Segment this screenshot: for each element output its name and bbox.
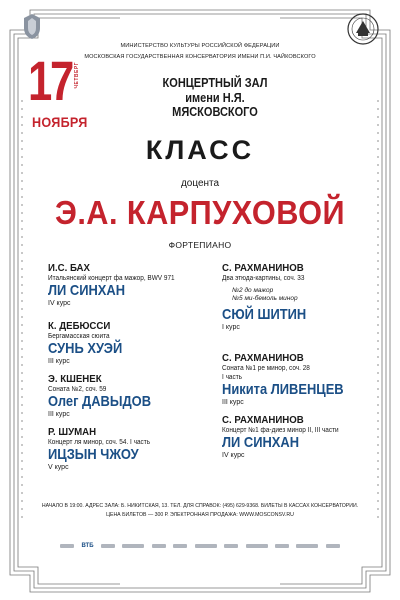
sponsor-logo <box>224 544 238 548</box>
date-weekday: ЧЕТВЕРГ <box>74 62 80 89</box>
conservatory-emblem-icon <box>346 12 380 46</box>
work: Два этюда-картины, соч. 33 <box>222 275 305 282</box>
title-docent: доцента <box>180 178 220 189</box>
work: Бергамасская сюита <box>48 333 110 340</box>
sponsor-logo <box>275 544 289 548</box>
work: Соната №2, соч. 59 <box>48 386 107 393</box>
composer: С. РАХМАНИНОВ <box>222 352 304 364</box>
composer: Э. КШЕНЕК <box>48 373 102 385</box>
sponsor-logo <box>296 544 318 548</box>
footer-info-line: НАЧАЛО В 19:00. АДРЕС ЗАЛА: Б. НИКИТСКАЯ, 13. ТЕЛ. ДЛЯ СПРАВОК: (495) 629-9368. БИЛЕТЫ В КАССАХ КОНСЕРВАТОРИИ. <box>41 503 359 509</box>
hall-line-2: имени Н.Я. МЯСКОВСКОГО <box>172 91 258 119</box>
performer: СЮЙ ШИТИН <box>222 306 307 323</box>
performer: ИЦЗЫН ЧЖОУ <box>48 446 139 463</box>
performer: ЛИ СИНХАН <box>222 434 300 451</box>
sponsor-logo <box>101 544 115 548</box>
sponsor-logos <box>60 540 340 552</box>
performer: ЛИ СИНХАН <box>48 282 126 299</box>
performer: Олег ДАВЫДОВ <box>48 393 152 410</box>
date-day: 17 <box>28 49 72 112</box>
hall-line-1: КОНЦЕРТНЫЙ ЗАЛ <box>162 76 268 90</box>
course: III курс <box>222 399 244 406</box>
title-klass: КЛАСС <box>145 135 255 165</box>
sponsor-logo <box>246 544 268 548</box>
ministry-line: МИНИСТЕРСТВО КУЛЬТУРЫ РОССИЙСКОЙ ФЕДЕРАЦИИ <box>120 43 280 49</box>
course: IV курс <box>222 452 245 459</box>
work-part: №2 до мажор <box>232 287 274 294</box>
teacher-name: Э.А. КАРПУХОВОЙ <box>55 194 345 231</box>
work: Концерт №1 фа-диез минор II, III части <box>222 427 339 434</box>
program-item <box>222 263 320 332</box>
footer-price-line: ЦЕНА БИЛЕТОВ — 300 Р. ЭЛЕКТРОННАЯ ПРОДАЖА: WWW.MOSCONSV.RU <box>106 512 294 518</box>
sponsor-logo <box>152 544 166 548</box>
composer: И.С. БАХ <box>48 262 90 274</box>
course: V курс <box>48 464 69 471</box>
instrument-label: ФОРТЕПИАНО <box>168 240 232 250</box>
program-item <box>222 353 363 407</box>
sponsor-logo <box>326 544 340 548</box>
performer: Никита ЛИВЕНЦЕВ <box>222 381 344 398</box>
program-item <box>48 427 159 472</box>
work: Итальянский концерт фа мажор, BWV 971 <box>48 275 175 282</box>
sponsor-logo <box>122 544 144 548</box>
course: III курс <box>48 358 70 365</box>
sponsor-logo <box>173 544 187 548</box>
composer: С. РАХМАНИНОВ <box>222 414 304 426</box>
work-part: №5 ми-бемоль минор <box>232 295 298 302</box>
performer: СУНЬ ХУЭЙ <box>48 340 123 357</box>
course: IV курс <box>48 300 71 307</box>
program-item <box>48 263 186 308</box>
work: Соната №1 ре минор, соч. 28 <box>222 365 310 372</box>
course: I курс <box>222 324 240 331</box>
course: III курс <box>48 411 70 418</box>
composer: Р. ШУМАН <box>48 426 97 438</box>
work: Концерт ля минор, соч. 54. I часть <box>48 439 151 446</box>
program-item <box>48 374 168 419</box>
conservatory-line: МОСКОВСКАЯ ГОСУДАРСТВЕННАЯ КОНСЕРВАТОРИЯ ИМЕНИ П.И. ЧАЙКОВСКОГО <box>84 54 316 60</box>
sponsor-logo <box>60 544 74 548</box>
composer: К. ДЕБЮССИ <box>48 320 111 332</box>
program-item <box>222 415 349 460</box>
vtb-logo: ВТБ <box>81 543 94 549</box>
ministry-emblem-icon <box>20 12 44 40</box>
date-month: НОЯБРЯ <box>32 114 88 130</box>
sponsor-logo <box>195 544 217 548</box>
composer: С. РАХМАНИНОВ <box>222 262 304 274</box>
work-part: I часть <box>222 374 243 381</box>
program-item <box>48 321 134 366</box>
